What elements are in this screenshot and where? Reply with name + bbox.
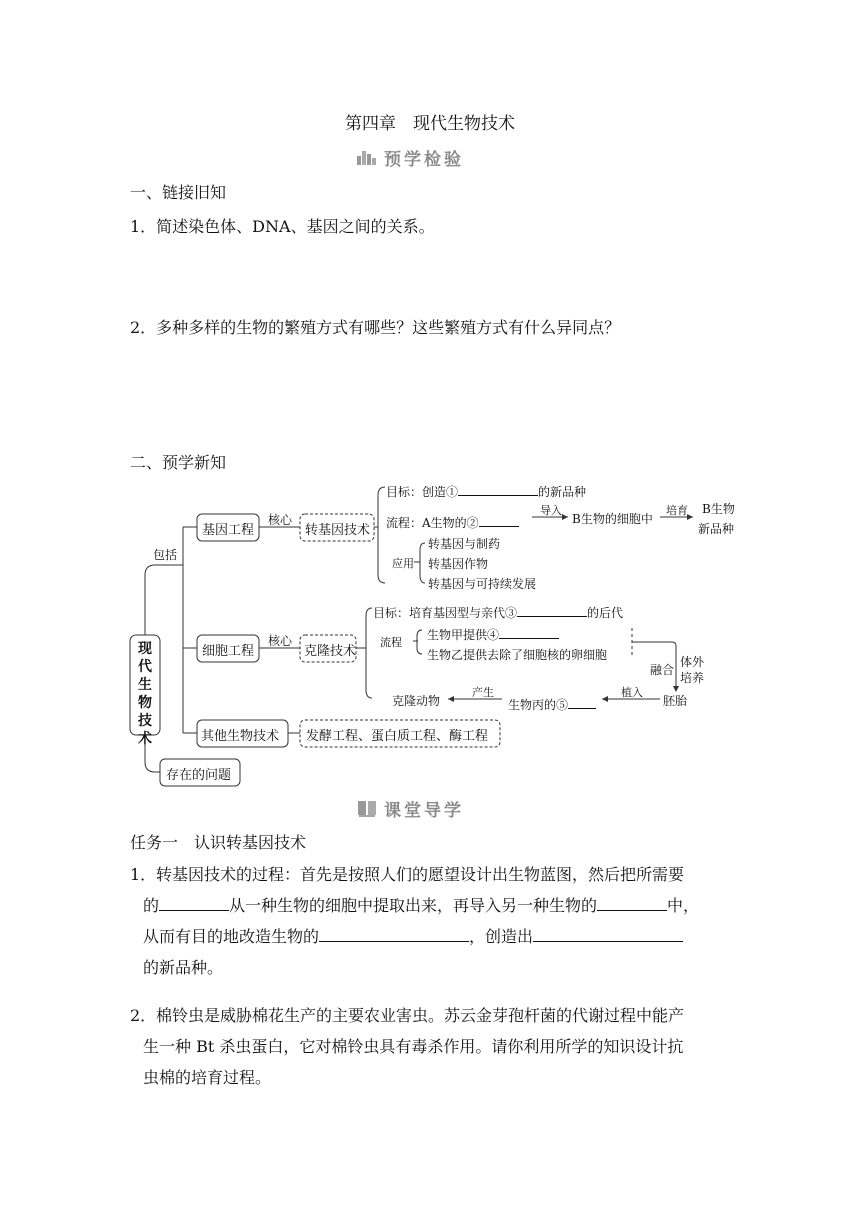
app-1: 转基因与制药 <box>428 537 501 551</box>
flow-1: 流程：A生物的② <box>386 510 519 531</box>
node-embryo: 胚胎 <box>663 694 688 708</box>
section-preview-new: 二、预学新知 <box>130 453 227 472</box>
label-import: 导入 <box>540 504 562 517</box>
page-title: 第四章 现代生物技术 <box>345 114 515 134</box>
label-include: 包括 <box>153 548 178 562</box>
banner-classroom <box>356 796 476 820</box>
banner-preview-text: 预学检验 <box>384 150 464 170</box>
label-fuse: 融合 <box>650 663 675 677</box>
provide-1: 生物甲提供④ <box>427 622 559 643</box>
node-clone-animal: 克隆动物 <box>392 694 441 708</box>
root-node: 现代生物技术 <box>138 641 152 747</box>
question-1: 1．简述染色体、DNA、基因之间的关系。 <box>130 217 435 236</box>
node-cell-eng: 细胞工程 <box>202 644 255 659</box>
node-clone: 克隆技术 <box>304 644 357 659</box>
provide-2: 生物乙提供去除了细胞核的卵细胞 <box>427 648 608 662</box>
label-core-2: 核心 <box>268 634 293 648</box>
culture-2: 培养 <box>680 671 705 685</box>
node-gene-eng: 基因工程 <box>202 523 255 538</box>
goal-1: 目标：创造① 的新品种 <box>386 479 586 500</box>
paragraph-1: 1． 转基因技术的过程：首先是按照人们的愿望设计出生物蓝图，然后把所需要 的 从一种生物的细胞中提取出来，再导入另一种生物的 中， 从而有目的地改造生物的 ，创造出 的新品种。 <box>130 865 700 977</box>
task-1-heading: 任务一 认识转基因技术 <box>130 833 307 852</box>
app-2: 转基因作物 <box>428 557 489 571</box>
other-list: 发酵工程、蛋白质工程、酶工程 <box>306 729 489 744</box>
node-transgenic: 转基因技术 <box>305 523 371 538</box>
label-produce: 产生 <box>472 686 494 699</box>
goal-2: 目标：培育基因型与亲代③ 的后代 <box>373 600 623 621</box>
paragraph-2: 2． 棉铃虫是威胁棉花生产的主要农业害虫。苏云金芽孢杆菌的代谢过程中能产 生一种 Bt 杀虫蛋白，它对棉铃虫具有毒杀作用。请你利用所学的知识设计抗 虫棉的培育过程。 <box>130 1006 685 1087</box>
book-icon <box>356 799 378 817</box>
culture-1: 体外 <box>680 655 705 669</box>
p1-line-2: 的 从一种生物的细胞中提取出来，再导入另一种生物的 中， <box>143 896 700 915</box>
question-2: 2．多种多样的生物的繁殖方式有哪些？这些繁殖方式有什么异同点？ <box>130 318 621 337</box>
b-new-1: B生物 <box>702 502 735 516</box>
flow-1-target: B生物的细胞中 <box>572 512 653 526</box>
section-link-old: 一、链接旧知 <box>130 183 227 202</box>
label-flow-2: 流程 <box>380 636 402 649</box>
b-new-2: 新品种 <box>698 522 735 536</box>
app-3: 转基因与可持续发展 <box>428 577 537 591</box>
label-breed: 培育 <box>666 504 688 517</box>
node-other: 其他生物技术 <box>201 729 280 744</box>
node-issue: 存在的问题 <box>166 768 232 783</box>
label-implant: 植入 <box>621 686 643 699</box>
banner-classroom-text: 课堂导学 <box>384 801 464 821</box>
p1-line-3: 从而有目的地改造生物的 ，创造出 <box>143 921 683 952</box>
label-apply: 应用 <box>392 557 414 570</box>
node-bing: 生物丙的⑤ <box>508 692 596 713</box>
label-core-1: 核心 <box>268 513 293 527</box>
